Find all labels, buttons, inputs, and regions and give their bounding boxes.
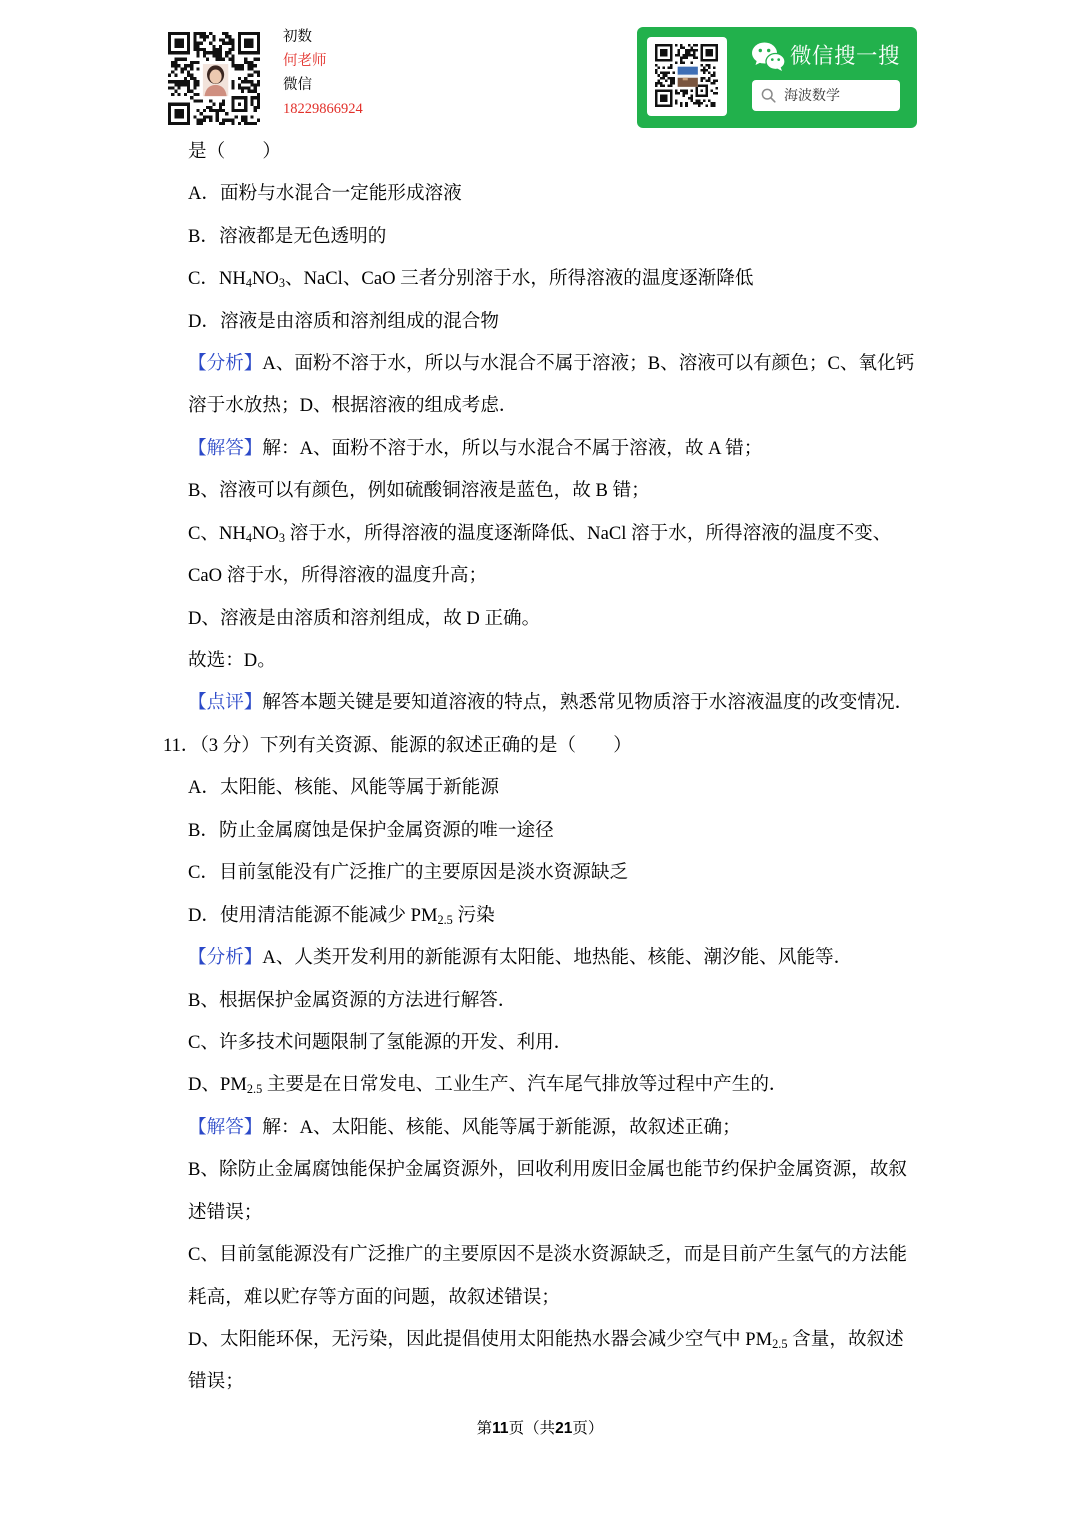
page-total: 21 — [555, 1420, 573, 1437]
subscript: 3 — [278, 530, 285, 545]
q10-option-a: A．面粉与水混合一定能形成溶液 — [188, 183, 462, 205]
subscript: 2.5 — [246, 1082, 263, 1097]
q10-analysis-line — [188, 343, 948, 385]
q11-stem — [163, 725, 948, 767]
q11-solution-line: B、除防止金属腐蚀能保护金属资源外，回收利用废旧金属也能节约保护金属资源，故叙 — [188, 1159, 907, 1181]
subscript: 4 — [245, 276, 252, 291]
page-suffix: 页） — [572, 1420, 604, 1437]
text-run: 、NaCl、CaO 三者分别溶于水，所得溶液的温度逐渐降低 — [285, 268, 754, 290]
qr-frame — [647, 37, 727, 116]
document-body — [163, 131, 948, 1404]
wechat-qr-code — [168, 32, 260, 125]
subscript: 3 — [278, 276, 285, 291]
subject-label: 初数 — [283, 29, 312, 45]
text-run: 污染 — [452, 904, 495, 926]
text-run: A、人类开发利用的新能源有太阳能、地热能、核能、潮汐能、风能等． — [262, 947, 853, 969]
text-run: NO — [252, 522, 279, 544]
subscript: 2.5 — [437, 912, 453, 927]
q11-solution-line — [188, 1319, 948, 1361]
text-run: D．使用清洁能源不能减少 PM — [188, 904, 438, 926]
analysis-label: 【分析】 — [188, 947, 263, 969]
q11-analysis-line — [188, 1064, 948, 1106]
q11-solution-line: C、目前氢能源没有广泛推广的主要原因不是淡水资源缺乏，而是目前产生氢气的方法能 — [188, 1244, 907, 1266]
q11-analysis-line: B、根据保护金属资源的方法进行解答． — [188, 989, 517, 1011]
comment-label: 【点评】 — [188, 692, 263, 714]
text-run: 解答本题关键是要知道溶液的特点，熟悉常见物质溶于水溶液温度的改变情况． — [262, 692, 914, 714]
analysis-label: 【分析】 — [188, 352, 263, 374]
text-run: 溶于水，所得溶液的温度逐渐降低、NaCl 溶于水，所得溶液的温度不变、 — [285, 522, 892, 544]
subscript: 4 — [245, 530, 252, 545]
wechat-icon — [751, 41, 786, 72]
page-prefix: 第 — [476, 1420, 493, 1437]
text-run: 含量，故叙述 — [787, 1329, 904, 1351]
q10-solution-line — [188, 428, 948, 470]
search-query: 海波数学 — [784, 87, 840, 103]
text-run: 解：A、面粉不溶于水，所以与水混合不属于溶液，故 A 错； — [262, 437, 763, 459]
q11-option-c: C．目前氢能没有广泛推广的主要原因是淡水资源缺乏 — [188, 862, 629, 884]
q10-option-d: D．溶液是由溶质和溶剂组成的混合物 — [188, 310, 499, 332]
q10-answer-choice: 故选：D。 — [188, 650, 276, 672]
contact-info — [283, 25, 363, 121]
q10-solution-line: B、溶液可以有颜色，例如硫酸铜溶液是蓝色，故 B 错； — [188, 480, 650, 502]
search-card-title: 微信搜一搜 — [790, 44, 901, 69]
text-run: D、PM — [188, 1074, 247, 1096]
q11-analysis-line: C、许多技术问题限制了氢能源的开发、利用． — [188, 1031, 573, 1053]
phone-number: 18229866924 — [283, 101, 363, 117]
text-run: C．NH — [188, 268, 246, 290]
solution-label: 【解答】 — [188, 437, 263, 459]
wechat-search-card — [637, 27, 917, 128]
q10-solution-line: CaO 溶于水，所得溶液的温度升高； — [188, 565, 488, 587]
page-footer — [0, 1418, 1080, 1440]
q10-stem-end: 是（ ） — [188, 140, 281, 162]
text-run: 解：A、太阳能、核能、风能等属于新能源，故叙述正确； — [262, 1116, 741, 1138]
q11-option-b: B．防止金属腐蚀是保护金属资源的唯一途径 — [188, 819, 554, 841]
question-text: （3 分）下列有关资源、能源的叙述正确的是（ ） — [199, 734, 632, 756]
question-number: 11． — [163, 734, 200, 756]
q11-solution-line — [188, 1107, 948, 1149]
search-icon — [761, 88, 776, 103]
text-run: C、NH — [188, 522, 246, 544]
page-middle: 页（共 — [508, 1420, 556, 1437]
text-run: A、面粉不溶于水，所以与水混合不属于溶液；B、溶液可以有颜色；C、氧化钙 — [262, 352, 915, 374]
q10-solution-line: D、溶液是由溶质和溶剂组成，故 D 正确。 — [188, 607, 541, 629]
q10-solution-line — [188, 513, 948, 555]
text-run: NO — [252, 268, 279, 290]
q10-comment-line — [188, 682, 948, 724]
solution-label: 【解答】 — [188, 1116, 263, 1138]
q10-option-b: B．溶液都是无色透明的 — [188, 225, 387, 247]
wechat-label: 微信 — [283, 77, 312, 93]
mini-program-qr-code — [655, 44, 718, 107]
search-box — [752, 80, 900, 111]
text-run: 主要是在日常发电、工业生产、汽车尾气排放等过程中产生的． — [262, 1074, 788, 1096]
subscript: 2.5 — [772, 1337, 788, 1352]
q11-solution-line: 耗高，难以贮存等方面的问题，故叙述错误； — [188, 1286, 560, 1308]
q11-solution-line: 错误； — [188, 1371, 244, 1393]
q10-option-c — [188, 258, 948, 300]
text-run: D、太阳能环保，无污染，因此提倡使用太阳能热水器会减少空气中 PM — [188, 1329, 773, 1351]
q10-analysis-line: 溶于水放热；D、根据溶液的组成考虑． — [188, 395, 518, 417]
qr-center-image — [678, 67, 698, 87]
avatar-photo — [203, 64, 228, 96]
page-number: 11 — [492, 1420, 509, 1437]
q11-analysis-line — [188, 937, 948, 979]
q11-solution-line: 述错误； — [188, 1201, 263, 1223]
q11-option-a: A．太阳能、核能、风能等属于新能源 — [188, 777, 499, 799]
q11-option-d — [188, 895, 948, 937]
teacher-name: 何老师 — [283, 53, 327, 69]
